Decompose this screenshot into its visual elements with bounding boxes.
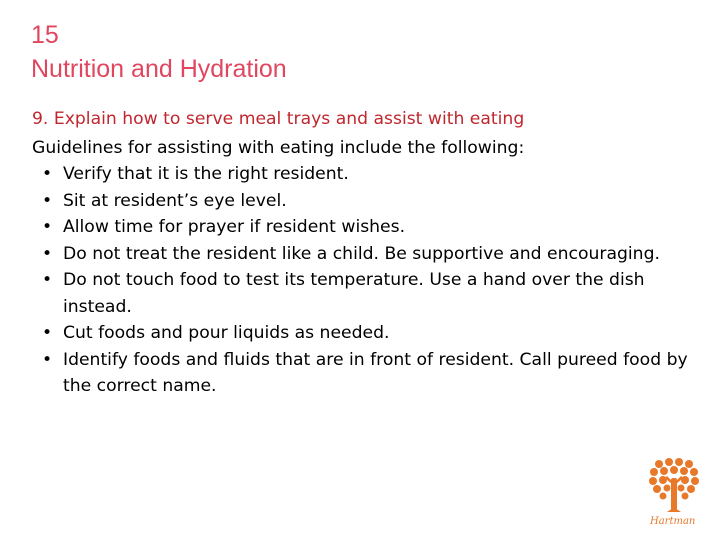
chapter-title: Nutrition and Hydration <box>31 55 287 83</box>
slide-content <box>32 106 702 400</box>
guideline-item: • Identify foods and fluids that are in front of resident. Call pureed food by the correct name. <box>32 347 702 400</box>
guideline-item: • Verify that it is the right resident. <box>32 161 702 188</box>
guideline-list <box>32 161 702 400</box>
chapter-heading <box>31 18 287 86</box>
intro-text: Guidelines for assisting with eating include the following: <box>32 138 525 158</box>
guideline-item: • Do not treat the resident like a child. Be supportive and encouraging. <box>32 241 702 268</box>
guideline-item: • Sit at resident’s eye level. <box>32 188 702 215</box>
guideline-item: • Do not touch food to test its temperature. Use a hand over the dish instead. <box>32 267 702 320</box>
guideline-item: • Allow time for prayer if resident wishes. <box>32 214 702 241</box>
chapter-number: 15 <box>31 21 59 49</box>
slide-subtitle: 9. Explain how to serve meal trays and assist with eating <box>32 109 525 129</box>
guideline-item: • Cut foods and pour liquids as needed. <box>32 320 702 347</box>
logo-text: Hartman <box>650 516 696 527</box>
